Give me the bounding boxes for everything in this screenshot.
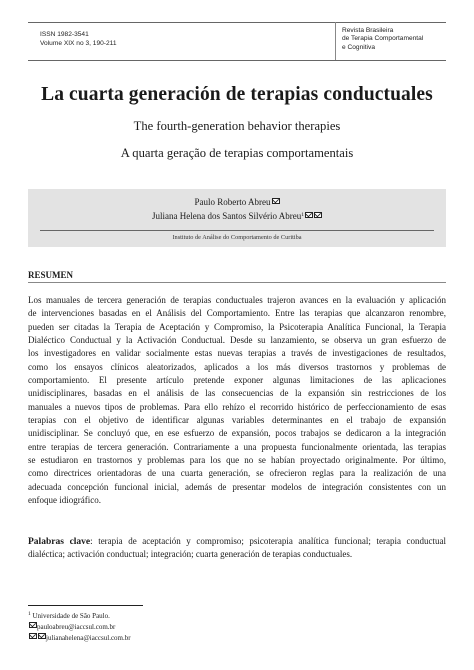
abstract-line: comportamiento. El presente artículo pretende exponer algunas limitaciones de las aplicaciones [28,375,446,386]
author-line-2 [28,211,446,221]
keywords-label: Palabras clave [28,537,91,547]
abstract-line: como directrices orientadoras de una cuarta generación, se ofrecieron reglas para la realización de una [28,468,446,479]
keywords-text: : terapia de aceptación y compromiso; psicoterapia analítica funcional; terapia conductual [90,536,446,546]
institution-rule [40,230,434,231]
keywords-line: dialéctica; activación conductual; integración; cuarta generación de terapias conductuales. [28,549,353,560]
abstract-line: de intervenciones basadas en el Análisis del Comportamiento. Entre las terapias que alcanzaron renombre, [28,308,446,319]
abstract-line: terapias con el objetivo de identificar algunas variables determinantes en el trabajo de expansión [28,415,446,426]
footnote-email-1 [28,622,115,631]
abstract-heading: RESUMEN [28,270,74,280]
issn: ISSN 1982-3541 [40,31,89,38]
subtitle-english: The fourth-generation behavior therapies [133,119,341,133]
footnote-marker: 1 [301,212,304,218]
author-name: Juliana Helena dos Santos Silvério Abreu [152,211,302,221]
abstract-line: Dialéctico Conductual y la Activación Conductual. Desde su lanzamiento, se observa un gran esfuerzo de [28,335,446,346]
author-name: Paulo Roberto Abreu [194,197,271,207]
institution: Instituto de Análise do Comportamento de Curitiba [172,234,302,241]
abstract-line: los investigadores en validar socialmente estas nuevas terapias a través de investigaciones de resultados, [28,348,446,359]
footnote-rule [28,605,143,606]
paper-title: La cuarta generación de terapias conductuales [41,84,433,105]
keywords-line [28,535,446,548]
email-envelope-icon [38,633,46,639]
email-envelope-icon [29,633,37,639]
abstract-body [28,294,446,508]
footnote-affiliation [28,611,110,620]
header-divider [335,22,336,60]
journal-name-line: e Cognitiva [342,43,375,51]
keywords [28,535,446,562]
journal-name-line: de Terapia Comportamental [342,35,424,43]
abstract-line: adecuada concepción funcional inicial, además de presentar modelos de integración consistentes con un [28,481,446,492]
abstract-line: enfoque idiográfico. [28,495,101,506]
abstract-line: unidisciplinar. Se concluyó que, en ese esfuerzo de expansión, pocos trabajos se dedicaron a la integración [28,428,446,439]
author-line-1 [28,197,446,207]
journal-name [342,27,423,52]
volume: Volume XIX no 3, 190-211 [40,40,117,47]
subtitle-portuguese: A quarta geração de terapias comportamentais [120,146,354,160]
abstract-line: se estudiaron en trastornos y problemas para los que no se habían proyectado originalmente. Por último, [28,455,446,466]
email-address: julianahelena@iaccsul.com.br [46,634,131,642]
email-envelope-icon [305,212,313,218]
abstract-line: como los ensayos clínicos aleatorizados, aplicados a los más diversos trastornos y problemas de [28,361,446,372]
journal-name-line: Revista Brasileira [342,27,394,34]
header-bottom-rule [28,60,446,61]
abstract-line: manuales a nuevos tipos de problemas. Para ello rehízo el recorrido histórico de perfeccionamiento de esas [28,401,446,412]
abstract-line: pueden ser citadas la Terapia de Aceptación y Compromiso, la Psicoterapia Analítica Funcional, la Terapia [28,321,446,332]
header-top-rule [28,22,446,23]
email-envelope-icon [29,622,37,628]
abstract-line: Los manuales de tercera generación de terapias conductuales trajeron avances en la evaluación y aplicación [28,295,446,305]
authors-box [28,189,446,247]
abstract-heading-rule [28,282,446,283]
abstract-line: unidisciplinares, basadas en el análisis de las consecuencias de la expansión sin restricciones de los [28,388,446,399]
email-envelope-icon [272,198,280,204]
email-envelope-icon [314,212,322,218]
email-address: pauloabreu@iaccsul.com.br [37,623,116,631]
abstract-line: entre terapias de tercera generación. Contrariamente a una propuesta funcionalmente orientada, las terapias [28,441,446,452]
journal-id [40,30,117,48]
footnote-email-2 [28,633,131,642]
footnote-marker: 1 [28,611,31,617]
affiliation-text: Universidade de São Paulo. [30,612,110,620]
